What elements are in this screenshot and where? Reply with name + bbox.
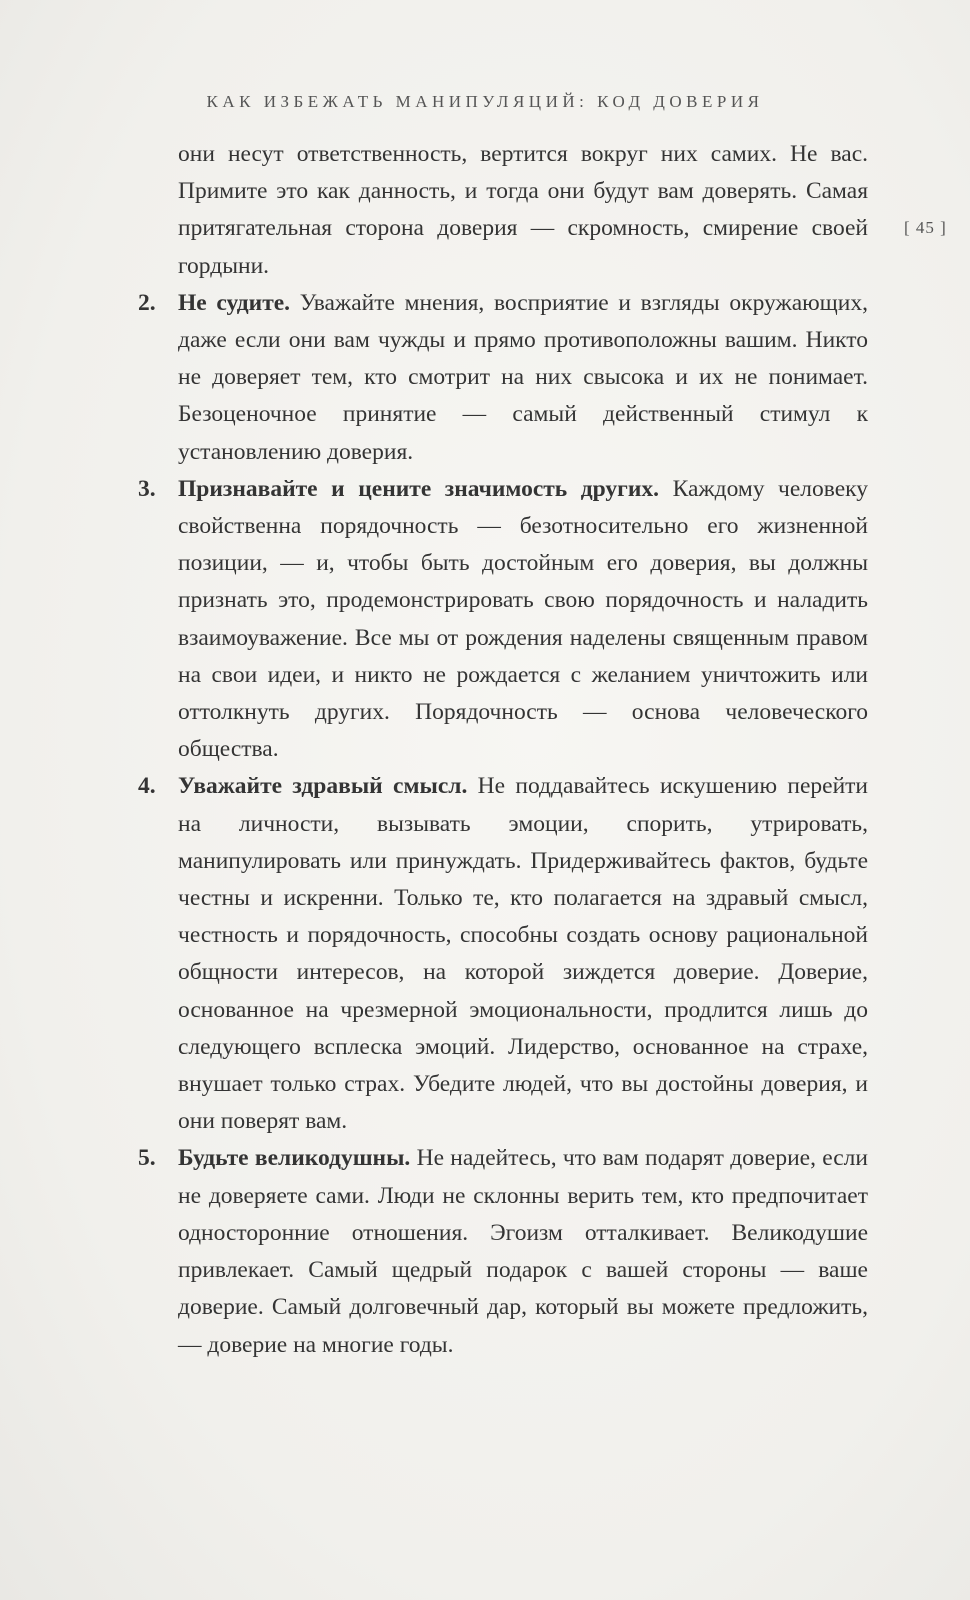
list-item-title: Не судите. (178, 289, 291, 316)
list-item-text (178, 471, 868, 769)
list-item-body: Каждому человеку свойственна порядочность — безотносительно его жизненной позиции, — и, чтобы быть достойным его доверия, вы должны признать это, продемонстрировать свою порядочность и наладить взаимоуважение. Все мы от рождения наделены священным правом на свои идеи, и никто не рождается с желанием уничтожить или оттолкнуть других. Порядочность — основа человеческого общества. (178, 475, 869, 763)
list-item-title: Будьте великодушны. (178, 1145, 411, 1172)
page-number: [ 45 ] (904, 218, 947, 237)
list-item-title: Уважайте здравый смысл. (178, 773, 468, 800)
list-item-number: 4. (138, 773, 156, 800)
list-item-body: Не надейтесь, что вам подарят доверие, если не доверяете сами. Люди не склонны верить тем, кто предпочитает односторонние отношения. Эгоизм отталкивает. Великодушие привлекает. Самый щедрый подарок с вашей стороны — ваше доверие. Самый долговечный дар, который вы можете предложить, — доверие на многие годы. (178, 1145, 868, 1358)
list-item (138, 768, 868, 1140)
list-item (138, 1140, 868, 1363)
list-item-text (178, 285, 868, 471)
list-item-title: Признавайте и цените значимость других. (178, 475, 660, 502)
page-body (138, 136, 868, 1364)
list-item-body: Уважайте мнения, восприятие и взгляды окружающих, даже если они вам чужды и прямо противоположны вашим. Никто не доверяет тем, кто смотрит на них свысока и их не понимает. Безоценочное принятие — самый действенный стимул к установлению доверия. (178, 289, 868, 465)
list-item-number: 3. (138, 475, 156, 502)
list-item (138, 471, 868, 769)
list-item-text (178, 1140, 868, 1363)
continuation-paragraph: они несут ответственность, вертится вокруг них самих. Не вас. Примите это как данность, и тогда они будут вам доверять. Самая притягательная сторона доверия — скромность, смирение своей гордыни. (178, 141, 868, 279)
list-item-text (178, 768, 868, 1140)
list-item (138, 285, 868, 471)
list-item-body: Не поддавайтесь искушению перейти на личности, вызывать эмоции, спорить, утрировать, манипулировать или принуждать. Придерживайтесь фактов, будьте честны и искренни. Только те, кто полагается на здравый смысл, честность и порядочность, способны создать основу рациональной общности интересов, на которой зиждется доверие. Доверие, основанное на чрезмерной эмоциональности, продлится лишь до следующего всплеска эмоций. Лидерство, основанное на страхе, внушает только страх. Убедите людей, что вы достойны доверия, и они поверят вам. (178, 773, 868, 1135)
running-head: КАК ИЗБЕЖАТЬ МАНИПУЛЯЦИЙ: КОД ДОВЕРИЯ (206, 92, 764, 111)
list-item-number: 5. (138, 1145, 156, 1172)
list-item-number: 2. (138, 289, 156, 316)
